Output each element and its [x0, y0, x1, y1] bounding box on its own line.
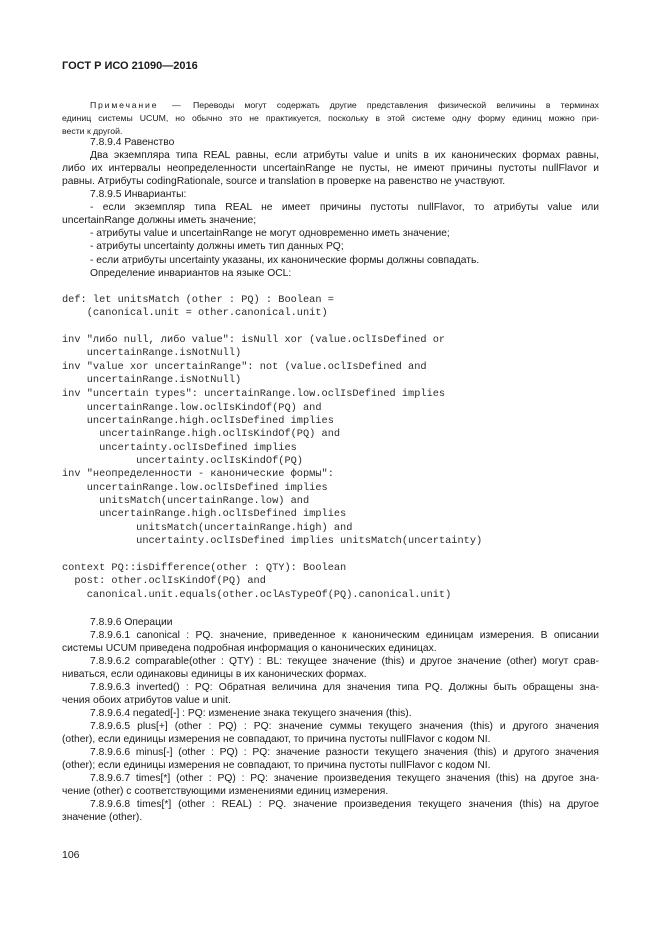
ops-line-14: 7.8.9.6.8 times[*] (other : REAL) : PQ. значение произведения текущего значения (this) на другое: [90, 799, 599, 810]
ops-line-8: 7.8.9.6.5 plus[+] (other : PQ) : PQ: значение суммы текущего значения (this) и другого значения: [90, 721, 599, 732]
code-line: uncertainty.oclIsDefined implies unitsMatch(uncertainty): [62, 535, 483, 547]
code-line: inv "value xor uncertainRange": not (value.oclIsDefined and: [62, 361, 427, 373]
code-line: uncertainRange.isNotNull): [62, 347, 242, 359]
ocl-intro: Определение инвариантов на языке OCL:: [90, 268, 292, 279]
code-line: uncertainty.oclIsDefined implies: [62, 442, 297, 454]
note-text-3: вести к другой.: [62, 126, 123, 136]
code-line: post: other.oclIsKindOf(PQ) and: [62, 575, 266, 587]
code-line: uncertainRange.high.oclIsKindOf(PQ) and: [62, 428, 341, 440]
page-number: 106: [62, 849, 80, 861]
section-heading-invariants: 7.8.9.5 Инварианты:: [90, 189, 187, 200]
ops-line-1: 7.8.9.6.1 canonical : PQ. значение, приведенное к каноническим единицам измерения. В описании: [90, 630, 599, 641]
code-line: uncertainRange.low.oclIsDefined implies: [62, 482, 328, 494]
note-dash: —: [172, 100, 181, 110]
equality-text-3: равны. Атрибуты codingRationale, source и translation в проверке на равенство не участвуют.: [62, 176, 506, 187]
code-line: uncertainRange.isNotNull): [62, 374, 242, 386]
equality-text-1: Два экземпляра типа REAL равны, если атрибуты value и units в их канонических формах равны,: [90, 150, 599, 161]
ops-line-2: системы UCUM приведена подробная информация о канонических единицах.: [62, 643, 437, 654]
invariant-item-3: - атрибуты uncertainty должны иметь тип данных PQ;: [90, 241, 344, 252]
code-line: unitsMatch(uncertainRange.high) and: [62, 522, 353, 534]
ops-line-12: 7.8.9.6.7 times[*] (other : PQ) : PQ: значение произведения текущего значения (this) на другое зна-: [90, 773, 599, 784]
code-line: canonical.unit.equals(other.oclAsTypeOf(PQ).canonical.unit): [62, 589, 452, 601]
invariant-item-4: - если атрибуты uncertainty указаны, их канонические формы должны совпадать.: [90, 255, 480, 266]
code-line: uncertainRange.high.oclIsDefined implies: [62, 508, 347, 520]
code-line: def: let unitsMatch (other : PQ) : Boolean =: [62, 294, 334, 306]
code-line: inv "uncertain types": uncertainRange.low.oclIsDefined implies: [62, 388, 446, 400]
section-heading-operations: 7.8.9.6 Операции: [90, 617, 173, 628]
ops-line-7: 7.8.9.6.4 negated[-] : PQ: изменение знака текущего значения (this).: [90, 708, 412, 719]
equality-text-2: либо их интервалы неопределенности uncertainRange не пусты, не имеют причины пустоты nullFlavor и: [62, 163, 599, 174]
section-heading-equality: 7.8.9.4 Равенство: [90, 137, 175, 148]
code-line: unitsMatch(uncertainRange.low) and: [62, 495, 310, 507]
note-text-2: единиц системы UCUM, но обычно это не практикуется, поскольку в этой системе одну форму единиц можно при-: [62, 113, 599, 123]
ops-line-5: 7.8.9.6.3 inverted() : PQ: Обратная величина для значения типа PQ. Должны быть обращены зна-: [90, 682, 599, 693]
ops-line-3: 7.8.9.6.2 comparable(other : QTY) : BL: текущее значение (this) и другое значение (other) могут срав-: [90, 656, 599, 667]
code-line: uncertainRange.low.oclIsKindOf(PQ) and: [62, 402, 322, 414]
note-label: Примечание: [90, 100, 159, 110]
ops-line-10: 7.8.9.6.6 minus[-] (other : PQ) : PQ: значение разности текущего значения (this) и другого значения: [90, 747, 599, 758]
note-text-1: Переводы могут содержать другие представления физической величины в терминах: [193, 100, 599, 110]
invariant-item-1a: - если экземпляр типа REAL не имеет причины пустоты nullFlavor, то атрибуты value или: [90, 202, 599, 213]
code-line: uncertainty.oclIsKindOf(PQ): [62, 455, 303, 467]
code-line: inv "либо null, либо value": isNull xor (value.oclIsDefined or: [62, 334, 446, 346]
ops-line-9: (other), если единицы измерения не совпадают, то причина пустоты nullFlavor с кодом NI.: [62, 734, 491, 745]
invariant-item-2: - атрибуты value и uncertainRange не могут одновременно иметь значение;: [90, 228, 450, 239]
code-line: (canonical.unit = other.canonical.unit): [62, 307, 328, 319]
ops-line-11: (other); если единицы измерения не совпадают, то причина пустоты nullFlavor с кодом NI.: [62, 760, 491, 771]
ops-line-13: чение (other) с соответствующими изменениями единиц измерения.: [62, 786, 389, 797]
document-header: ГОСТ Р ИСО 21090—2016: [62, 60, 198, 72]
code-line: uncertainRange.high.oclIsDefined implies: [62, 415, 334, 427]
code-line: context PQ::isDifference(other : QTY): Boolean: [62, 562, 347, 574]
code-line: inv "неопределенности - канонические формы":: [62, 468, 334, 480]
ops-line-6: чения обоих атрибутов value и unit.: [62, 695, 231, 706]
invariant-item-1b: uncertainRange должны иметь значение;: [62, 215, 257, 226]
ops-line-15: значение (other).: [62, 812, 143, 823]
ops-line-4: ниваться, если одинаковы единицы в их канонических формах.: [62, 669, 367, 680]
